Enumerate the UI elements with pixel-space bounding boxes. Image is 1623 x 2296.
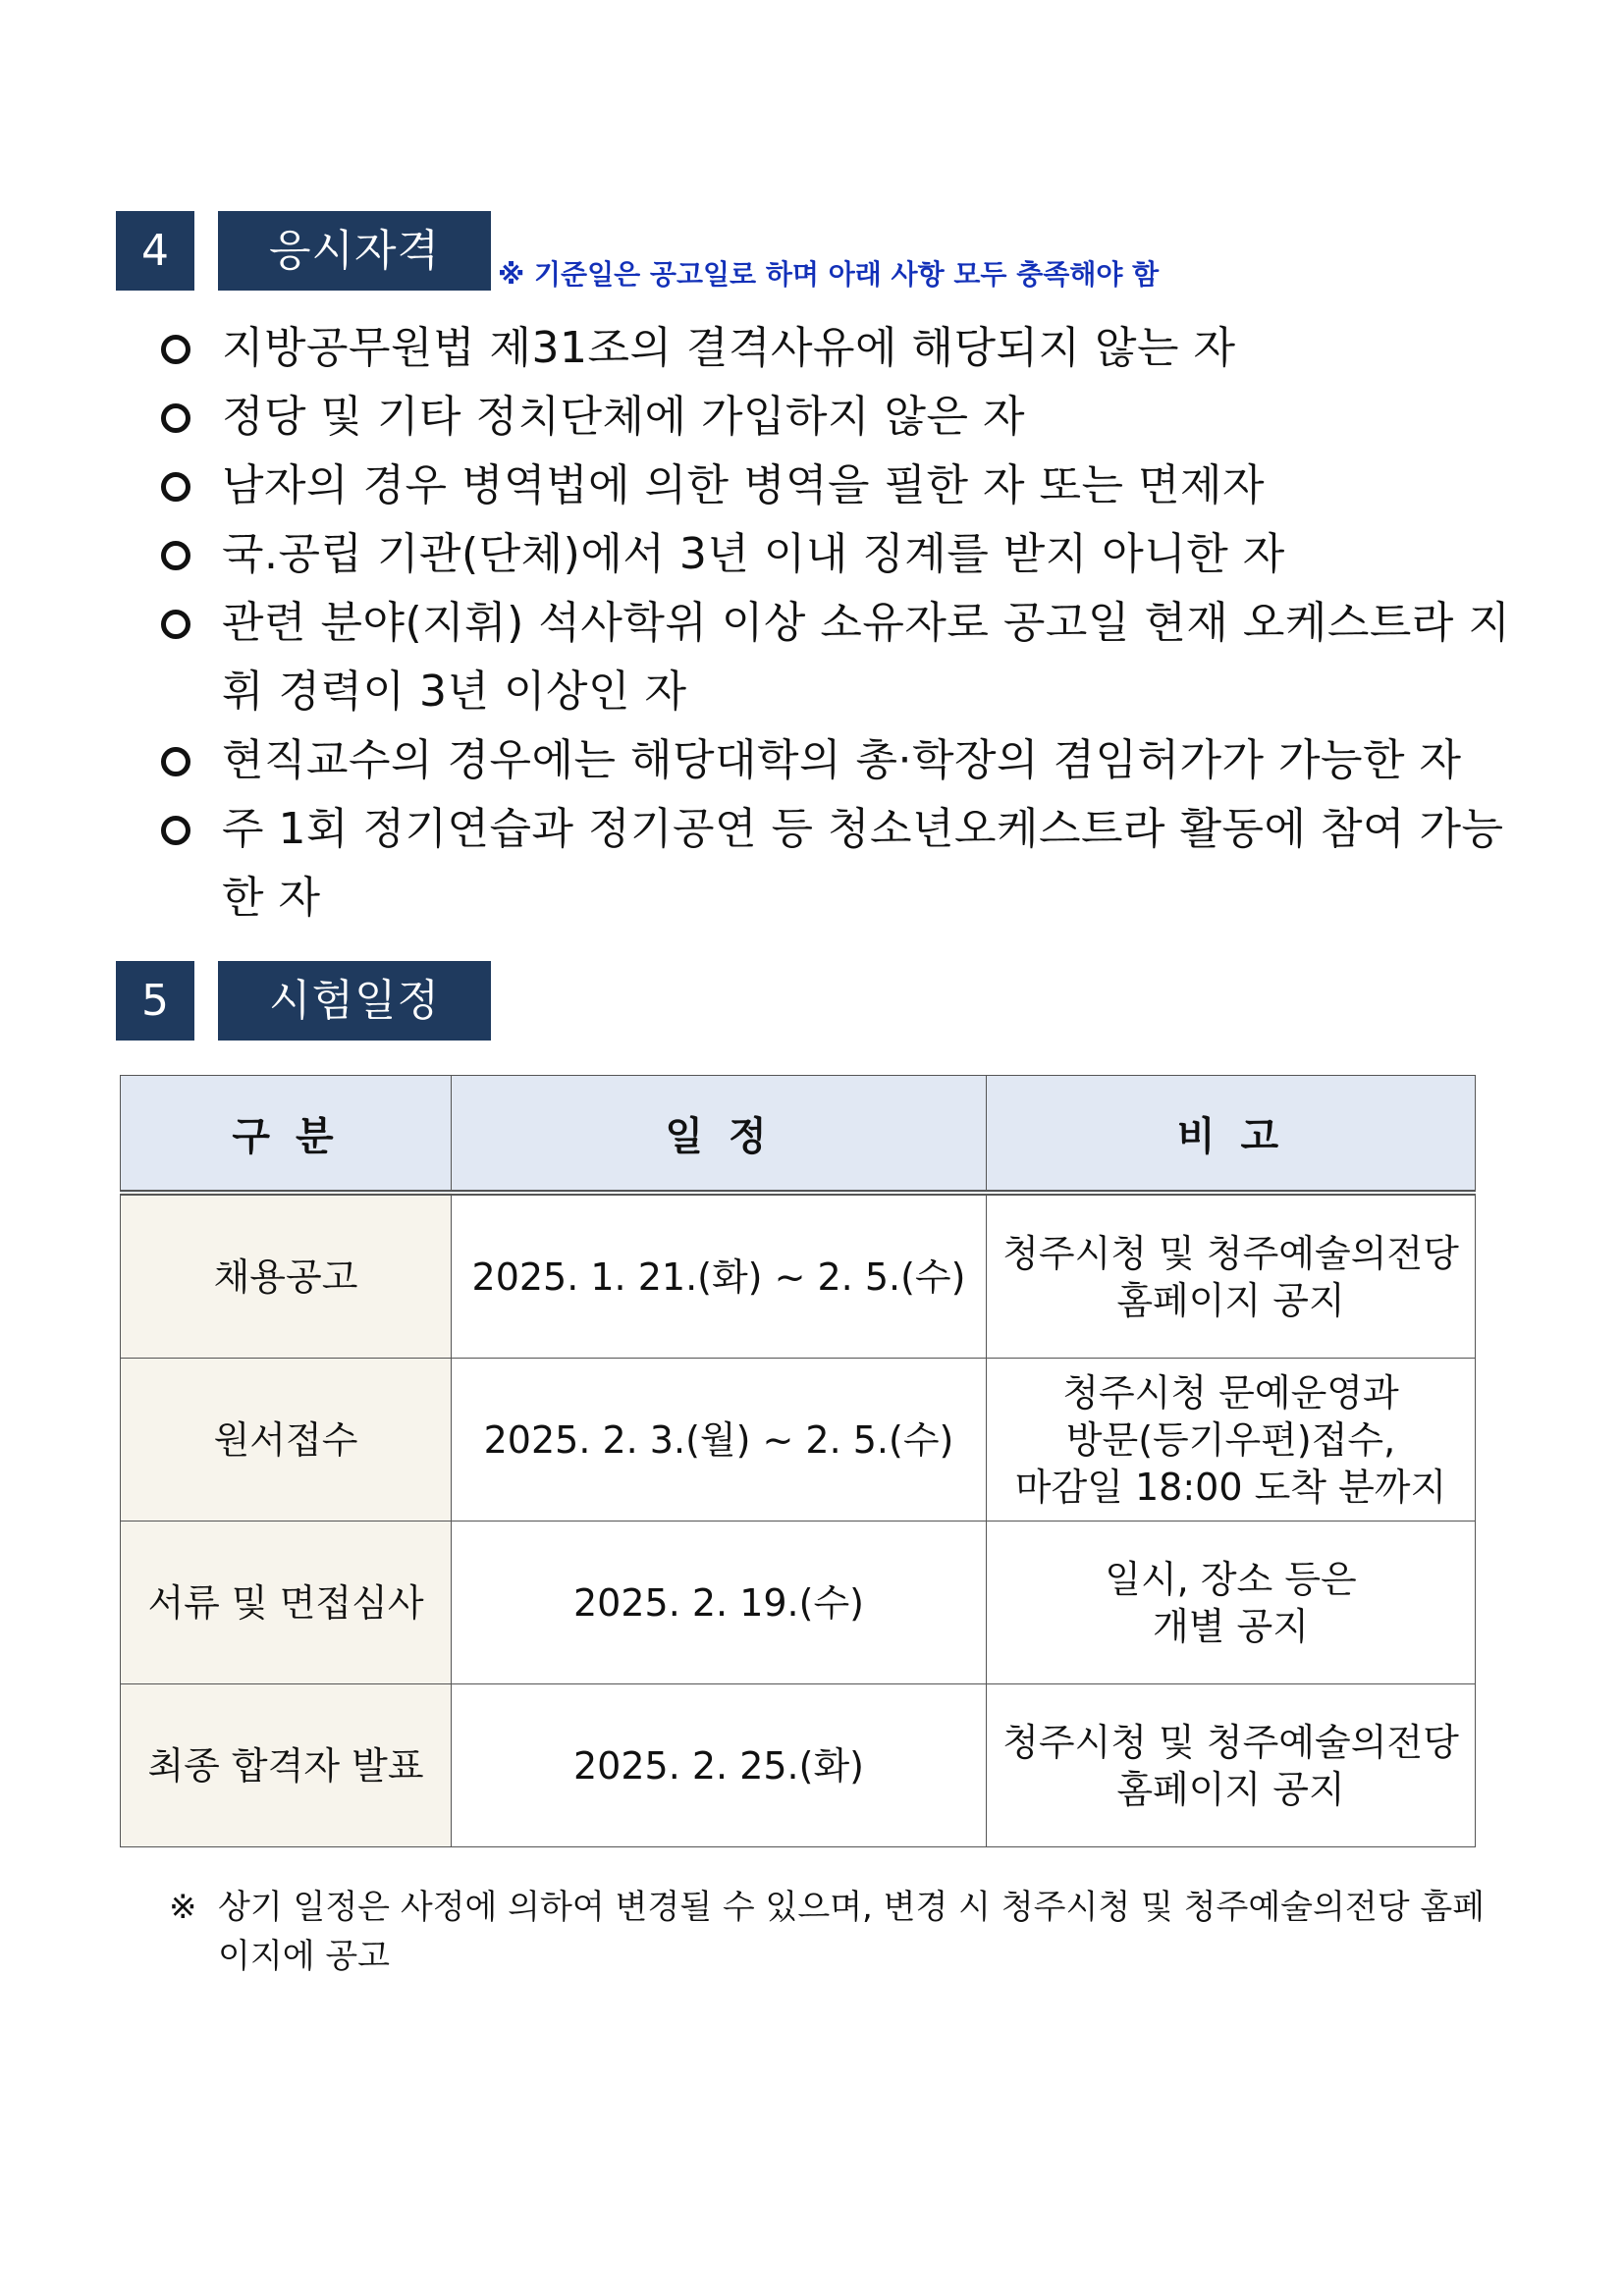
list-item-text: 지방공무원법 제31조의 결격사유에 해당되지 않는 자 <box>222 323 1236 373</box>
list-item <box>157 383 1522 452</box>
section-5-number: 5 <box>116 961 194 1041</box>
reference-mark: ※ <box>169 1888 197 1927</box>
list-item <box>157 520 1522 589</box>
header-category: 구 분 <box>121 1076 452 1194</box>
remark-line: 청주시청 및 청주예술의전당 <box>1002 1720 1459 1764</box>
row-remark <box>987 1193 1476 1359</box>
list-item-text: 현직교수의 경우에는 해당대학의 총·학장의 겸임허가가 가능한 자 <box>222 735 1462 785</box>
list-item <box>157 314 1522 383</box>
section-5-title: 시험일정 <box>218 961 491 1041</box>
footnote-text: 상기 일정은 사정에 의하여 변경될 수 있으며, 변경 시 청주시청 및 청주예술의전당 홈페이지에 공고 <box>218 1888 1486 1976</box>
list-item-text: 남자의 경우 병역법에 의한 병역을 필한 자 또는 면제자 <box>222 460 1265 510</box>
circle-bullet-icon <box>161 403 190 433</box>
table-row <box>121 1359 1476 1522</box>
remark-line: 개별 공지 <box>1153 1604 1309 1648</box>
header-remark: 비 고 <box>987 1076 1476 1194</box>
row-schedule: 2025. 1. 21.(화) ~ 2. 5.(수) <box>452 1193 987 1359</box>
table-header-row <box>121 1076 1476 1194</box>
table-row <box>121 1522 1476 1684</box>
row-category: 서류 및 면접심사 <box>121 1522 452 1684</box>
list-item-text: 주 1회 정기연습과 정기공연 등 청소년오케스트라 활동에 참여 가능한 자 <box>222 804 1504 923</box>
list-item-text: 관련 분야(지휘) 석사학위 이상 소유자로 공고일 현재 오케스트라 지휘 경력이 3년 이상인 자 <box>222 598 1511 717</box>
section-4-note: ※ 기준일은 공고일로 하며 아래 사항 모두 충족해야 함 <box>498 258 1160 291</box>
row-schedule: 2025. 2. 19.(수) <box>452 1522 987 1684</box>
row-category: 최종 합격자 발표 <box>121 1684 452 1847</box>
list-item-text: 국.공립 기관(단체)에서 3년 이내 징계를 받지 아니한 자 <box>222 529 1285 579</box>
row-category: 채용공고 <box>121 1193 452 1359</box>
remark-line: 마감일 18:00 도착 분까지 <box>1014 1465 1447 1509</box>
schedule-footnote <box>169 1883 1514 1981</box>
circle-bullet-icon <box>161 816 190 845</box>
row-schedule: 2025. 2. 25.(화) <box>452 1684 987 1847</box>
remark-line: 홈페이지 공지 <box>1116 1767 1345 1811</box>
list-item-text: 정당 및 기타 정치단체에 가입하지 않은 자 <box>222 392 1025 442</box>
row-remark <box>987 1522 1476 1684</box>
list-item <box>157 726 1522 795</box>
row-remark <box>987 1359 1476 1522</box>
table-row <box>121 1193 1476 1359</box>
remark-line: 방문(등기우편)접수, <box>1065 1417 1396 1462</box>
circle-bullet-icon <box>161 541 190 570</box>
schedule-table <box>120 1075 1476 1847</box>
row-category: 원서접수 <box>121 1359 452 1522</box>
section-4-number: 4 <box>116 211 194 291</box>
circle-bullet-icon <box>161 747 190 776</box>
list-item <box>157 589 1522 726</box>
remark-line: 청주시청 및 청주예술의전당 <box>1002 1231 1459 1275</box>
row-remark <box>987 1684 1476 1847</box>
row-schedule: 2025. 2. 3.(월) ~ 2. 5.(수) <box>452 1359 987 1522</box>
header-schedule: 일 정 <box>452 1076 987 1194</box>
qualification-list <box>157 314 1522 933</box>
remark-line: 일시, 장소 등은 <box>1105 1557 1357 1601</box>
table-row <box>121 1684 1476 1847</box>
remark-line: 홈페이지 공지 <box>1116 1278 1345 1322</box>
circle-bullet-icon <box>161 610 190 639</box>
section-4-title: 응시자격 <box>218 211 491 291</box>
circle-bullet-icon <box>161 335 190 364</box>
circle-bullet-icon <box>161 472 190 502</box>
remark-line: 청주시청 문예운영과 <box>1062 1370 1399 1415</box>
list-item <box>157 795 1522 933</box>
list-item <box>157 452 1522 520</box>
